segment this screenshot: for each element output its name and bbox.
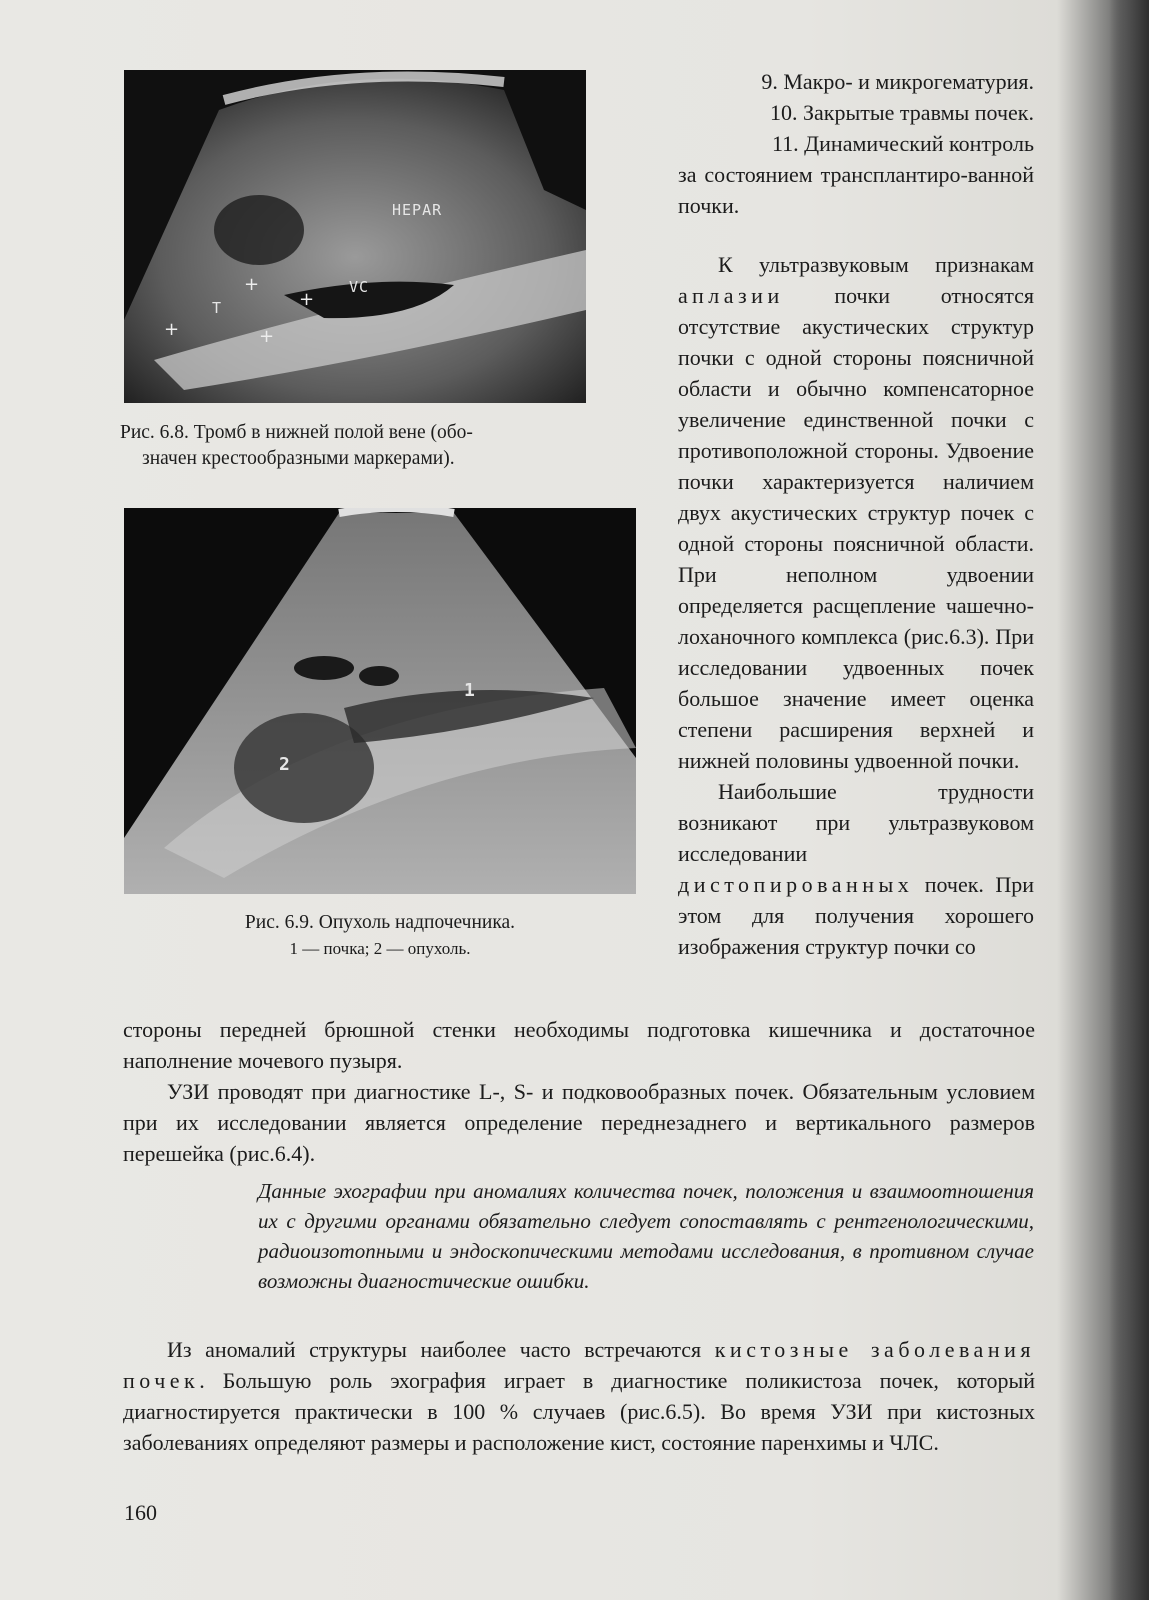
- paragraph-cystic: [123, 1334, 1035, 1458]
- text-run: почки относятся отсутствие акустических структур почки с одной стороны поясничной области и обычно компенсаторное увеличение единственной почки с противоположной стороны. Удвоение почки характеризуется наличием двух акустических структур почек с одной стороны поясничной области. При неполном удвоении определяется расщепление чашечно-лоханочного комплекса (рис.6.3). При исследовании удвоенных почек большое значение имеет оценка степени расширения верхней и нижней половины удвоенной почки.: [678, 283, 1034, 773]
- full-width-text-bottom: [123, 1334, 1035, 1458]
- us-label-1: 1: [464, 680, 476, 701]
- italic-note: Данные эхографии при аномалиях количества почек, положения и взаимоотношения их с другими органами обязательно следует сопоставлять с рентгенологическими, радиоизотопными и эндоскопическими методами исследования, в противном случае возможны диагностические ошибки.: [258, 1179, 1034, 1293]
- caption-line: Рис. 6.9. Опухоль надпочечника.: [244, 912, 516, 933]
- text-run: Наибольшие трудности возникают при ультразвуковом исследовании: [678, 779, 1034, 866]
- full-width-text: [123, 1014, 1035, 1169]
- spaced-term: дистопированных: [678, 872, 914, 897]
- text-run: Из аномалий структуры наиболее часто встречаются: [167, 1337, 715, 1362]
- text-run: почек. При этом для получения хорошего изображения структур почки со: [678, 872, 1034, 959]
- svg-text:+: +: [164, 319, 180, 340]
- book-spine-shadow: [1109, 0, 1149, 1600]
- list-item: 10. Закрытые травмы почек.: [770, 100, 1034, 125]
- svg-text:+: +: [299, 289, 315, 310]
- text-run: . Большую роль эхография играет в диагностике поликистоза почек, который диагностируется практически в 100 % случаев (рис.6.5). Во время УЗИ при кистозных заболеваниях определяют размеры и расположение кист, состояние паренхимы и ЧЛС.: [123, 1368, 1035, 1455]
- spaced-term: кистозные заболевания почек: [123, 1337, 1035, 1393]
- right-column-text: [678, 66, 1034, 962]
- svg-text:+: +: [244, 274, 260, 295]
- list-item: 11. Динамический контроль: [771, 131, 1034, 156]
- caption-fig-6-8: [120, 420, 600, 472]
- list-continuation: за состоянием трансплантиро-ванной почки.: [678, 162, 1034, 218]
- caption-line: Рис. 6.8. Тромб в нижней полой вене (обо-: [120, 422, 473, 443]
- spaced-term: аплазии: [678, 283, 784, 308]
- us-label-t: T: [212, 299, 223, 317]
- caption-fig-6-9: [150, 910, 610, 962]
- us-label-vc: VC: [349, 278, 370, 296]
- svg-text:+: +: [259, 326, 275, 347]
- caption-line: 1 — почка; 2 — опухоль.: [289, 939, 471, 958]
- paragraph-continuation: стороны передней брюшной стенки необходимы подготовка кишечника и достаточное наполнение мочевого пузыря.: [123, 1017, 1035, 1073]
- caption-line: значен крестообразными маркерами).: [142, 448, 455, 469]
- ultrasound-image-fig-6-9: [124, 508, 636, 894]
- us-label-2: 2: [279, 754, 291, 775]
- us-label-hepar: HEPAR: [392, 201, 443, 219]
- ultrasound-image-fig-6-8: [124, 70, 586, 403]
- paragraph-dystopia: [678, 776, 1034, 962]
- paragraph-aplasia: [678, 249, 1034, 776]
- paragraph-uzi: УЗИ проводят при диагностике L-, S- и подковообразных почек. Обязательным условием при их исследовании является определение переднезаднего и вертикального размеров перешейка (рис.6.4).: [123, 1079, 1035, 1166]
- text-run: К ультразвуковым признакам: [718, 252, 1034, 277]
- list-item: 9. Макро- и микрогематурия.: [761, 69, 1034, 94]
- page-number: 160: [124, 1500, 157, 1525]
